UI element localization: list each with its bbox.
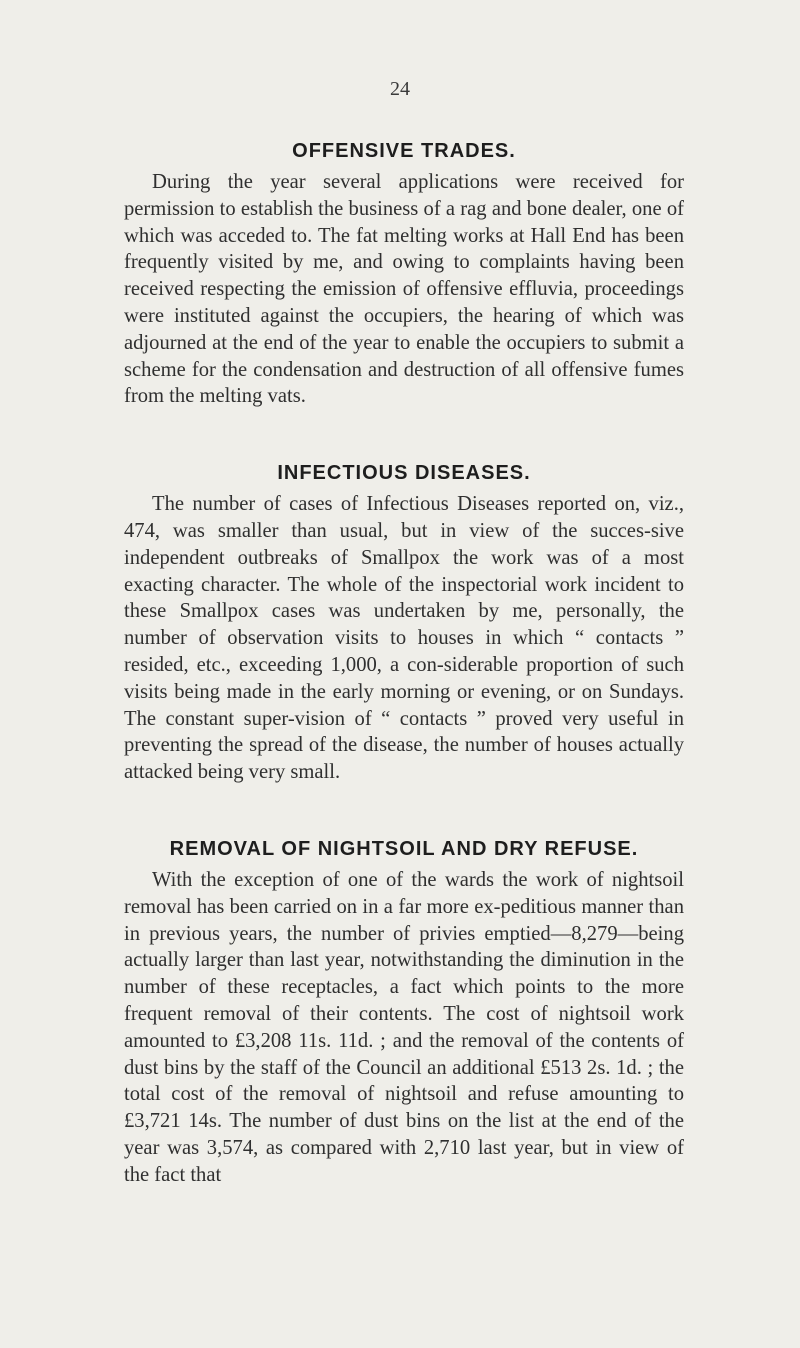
page-content bbox=[124, 110, 684, 1189]
section-heading-offensive-trades: OFFENSIVE TRADES. bbox=[292, 140, 516, 162]
section-body-infectious-diseases: The number of cases of Infectious Diseases reported on, viz., 474, was smaller than usual, but in view of the succes-sive independent outbreaks of Smallpox the work was of a most exacting character. The whole of the inspectorial work incident to these Smallpox cases was undertaken by me, personally, the number of observation visits to houses in which “ contacts ” resided, etc., exceeding 1,000, a con-siderable proportion of such visits being made in the early morning or evening, or on Sundays. The constant super-vision of “ contacts ” proved very useful in preventing the spread of the disease, the number of houses actually attacked being very small. bbox=[124, 493, 684, 784]
section-heading-nightsoil-removal: REMOVAL OF NIGHTSOIL AND DRY REFUSE. bbox=[169, 837, 639, 860]
page-number: 24 bbox=[390, 78, 410, 100]
section-body-offensive-trades: During the year several applications were received for permission to establish the business of a rag and bone dealer, one of which was acceded to. The fat melting works at Hall End has been frequently visited by me, and owing to complaints having been received respecting the emission of offensive effluvia, proceedings were instituted against the occupiers, the hearing of which was adjourned at the end of the year to enable the occupiers to submit a scheme for the condensation and destruction of all offensive fumes from the melting vats. bbox=[124, 171, 684, 408]
section-body-nightsoil-removal: With the exception of one of the wards the work of nightsoil removal has been carried on in a far more ex-peditious manner than in previous years, the number of privies emptied—8,279—being actually larger than last year, notwithstanding the diminution in the number of these receptacles, a fact which points to the more frequent removal of their contents. The cost of nightsoil work amounted to £3,208 11s. 11d. ; and the removal of the contents of dust bins by the staff of the Council an additional £513 2s. 1d. ; the total cost of the removal of nightsoil and refuse amounting to £3,721 14s. The number of dust bins on the list at the end of the year was 3,574, as compared with 2,710 last year, but in view of the fact that bbox=[124, 868, 684, 1186]
section-heading-infectious-diseases: INFECTIOUS DISEASES. bbox=[277, 462, 531, 485]
